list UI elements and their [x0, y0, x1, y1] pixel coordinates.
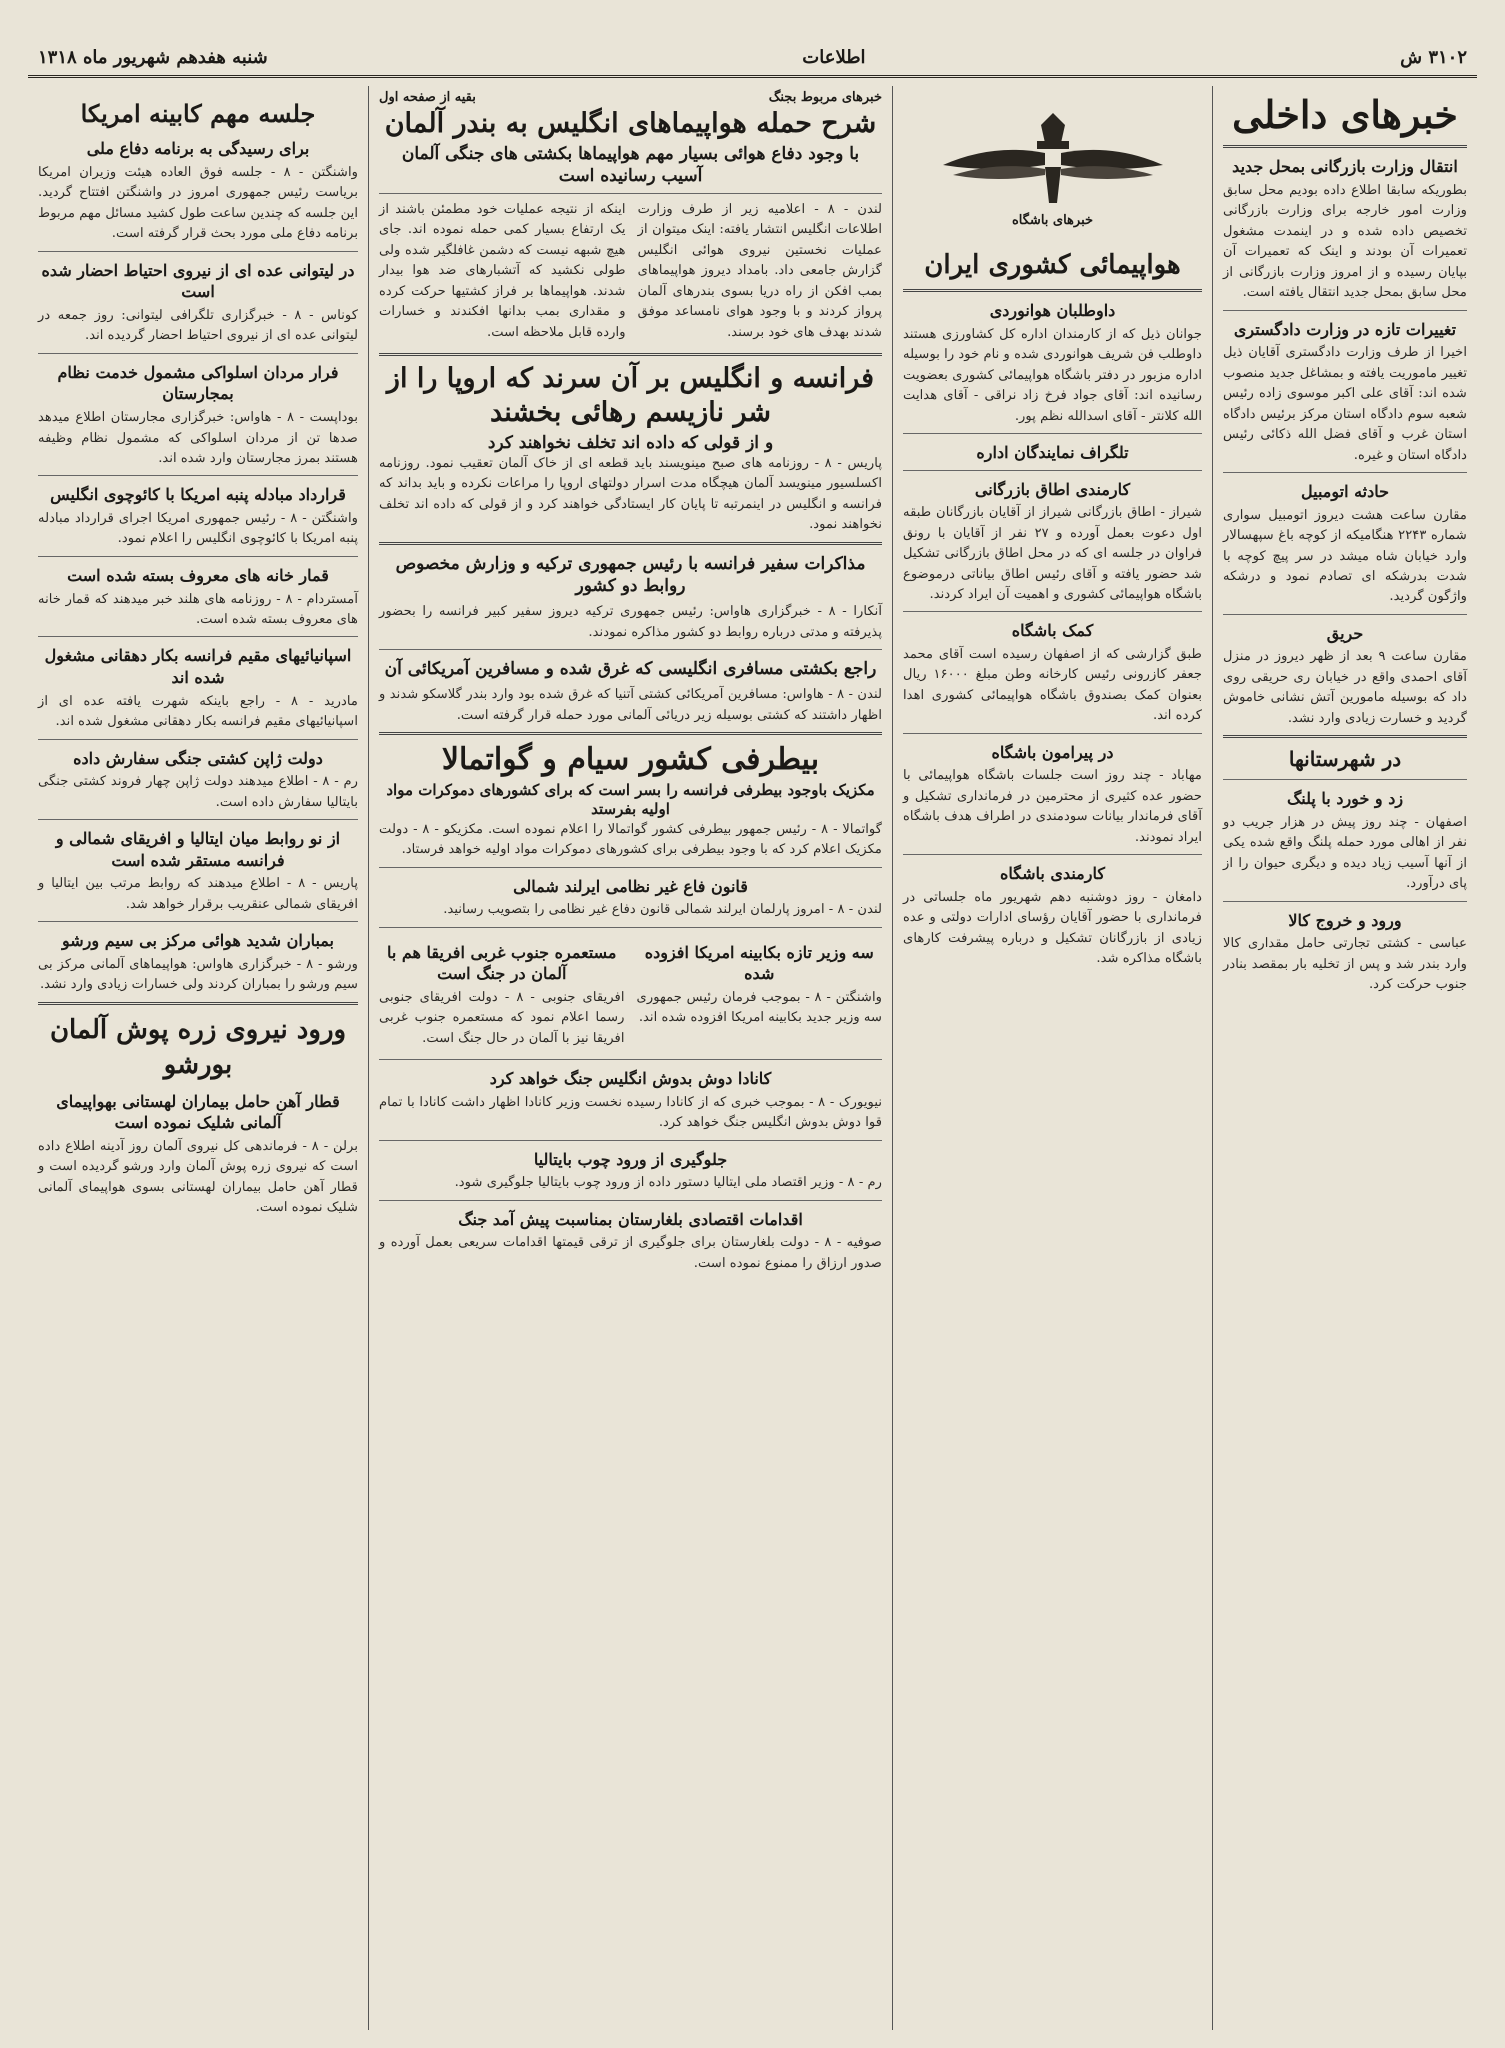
article-heading: قمار خانه های معروف بسته شده است	[67, 565, 329, 585]
article-heading: در پیرامون باشگاه	[991, 742, 1114, 762]
article-heading: داوطلبان هوانوردی	[989, 301, 1116, 321]
article-body: اخیرا از طرف وزارت دادگستری آقایان ذیل تغییر ماموریت یافته و بمشاغل جدید منصوب شده اند: آقای علی اکبر موسوی زاده رئیس شعبه سوم دادگاه استان مرکز برئیس دادگاه استان غرب و آقای فضل الله ذکائی رئیس دادگاه استان و غیره.	[1223, 345, 1467, 463]
continued-tag: بقیه از صفحه اول	[379, 90, 476, 105]
article-body: لندن - ۸ - اعلامیه زیر از طرف وزارت اطلاعات انگلیس انتشار یافته: اینک میتوان از عملیات نخستین نیروی هوائی انگلیس گزارش جامعی داد. بامداد دیروز هواپیماهای بمب افکن از راه دریا بسوی بندرهای آلمان پرواز کردند و با وجود هوای نامساعد موفق شدند بهدف های خود برسند.	[637, 201, 882, 340]
subheadline: با وجود دفاع هوائی بسیار مهم هواپیماها بکشتی های جنگی آلمان آسیب رسانیده است	[401, 143, 860, 186]
headline: فرانسه و انگلیس بر آن سرند که اروپا را از شر نازیسم رهائی بخشند	[386, 363, 875, 428]
article-heading: قرارداد مبادله پنبه امریکا با کائوچوی انگلیس	[50, 485, 346, 505]
article-subheading: برای رسیدگی به برنامه دفاع ملی	[86, 139, 310, 159]
article-heading: بمباران شدید هوائی مرکز بی سیم ورشو	[62, 931, 334, 951]
article-heading: فرار مردان اسلواکی مشمول خدمت نظام بمجارستان	[57, 362, 339, 404]
article-heading: حریق	[1326, 623, 1364, 643]
article-heading: حادثه اتومبیل	[1301, 482, 1389, 502]
article-heading: از نو روابط میان ایتالیا و افریقای شمالی و فرانسه مستقر شده است	[55, 829, 341, 870]
article-body: اصفهان - چند روز پیش در هزار جریب دو نفر از اهالی مورد حمله پلنگ واقع شده یکی از آنها آسیب زیاد دیده و دیگری حیوان را از پای درآورد.	[1223, 814, 1467, 892]
article-body: واشنگتن - ۸ - جلسه فوق العاده هیئت وزیران امریکا بریاست رئیس جمهوری امروز در واشنگتن افتتاح گردید. این جلسه که چندین ساعت طول کشید مسائل مهم مربوط برنامه دفاع ملی مورد بحث قرار گرفته است.	[38, 164, 358, 242]
article-heading: قطار آهن حامل بیماران لهستانی بهواپیمای آلمانی شلیک نموده است	[56, 1091, 340, 1133]
article-heading: دولت ژاپن کشتی جنگی سفارش داده	[73, 748, 323, 768]
issue-number: ۳۱۰۲ ش	[1400, 47, 1467, 68]
article-body: لندن - ۸ - امروز پارلمان ایرلند شمالی قانون دفاع غیر نظامی را بتصویب رسانید.	[443, 902, 882, 918]
article-body: برلن - ۸ - فرماندهی کل نیروی آلمان روز آدینه اطلاع داده است که نیروی زره پوش آلمان وارد ورشو گردیده است و قطار آهن حامل بیماران لهستانی بسوی هواپیمای آلمانی شلیک نموده است.	[38, 1139, 358, 1216]
article-body: آمستردام - ۸ - روزنامه های هلند خبر میدهند که قمار خانه های معروف بسته شده است.	[38, 591, 358, 627]
column-aviation	[892, 86, 1212, 2030]
column-title: خبرهای داخلی	[1232, 92, 1458, 137]
article-body: بوداپست - ۸ - هاواس: خبرگزاری مجارستان اطلاع میدهد صدها تن از مردان اسلواکی که مشمول نظام وظیفه هستند بمرز مجارستان وارد شده اند.	[38, 410, 358, 466]
article-body: رم - ۸ - اطلاع میدهند دولت ژاپن چهار فروند کشتی جنگی بایتالیا سفارش داده است.	[38, 774, 358, 810]
article-body: مقارن ساعت هشت دیروز اتومبیل سواری شماره ۲۲۴۳ هنگامیکه از کوچه باغ سپهسالار وارد خیابان شاه میشد در سر پیچ کوچه با شدت بدرشکه ای تصادم نمود و درشکه واژگون گردید.	[1223, 507, 1467, 605]
subheadline: و از قولی که داده اند تخلف نخواهند کرد	[487, 432, 774, 453]
article-body: آنکارا - ۸ - خبرگزاری هاواس: رئیس جمهوری ترکیه دیروز سفیر کبیر فرانسه را بحضور پذیرفته و مدتی درباره روابط دو کشور مذاکره نمودند.	[379, 604, 882, 640]
article-heading: ورود و خروج کالا	[1288, 910, 1402, 930]
emblem	[903, 90, 1202, 240]
subheadline: مکزیک باوجود بیطرفی فرانسه را بسر است که برای کشورهای دموکرات مواد اولیه بفرستد	[386, 780, 875, 819]
column-foreign-news	[28, 86, 368, 2030]
newspaper-name: اطلاعات	[802, 47, 866, 68]
column-domestic-news	[1212, 86, 1477, 2030]
section-tag: خبرهای مربوط بجنگ	[768, 90, 882, 105]
article-body: نیویورک - ۸ - بموجب خبری که از کانادا رسیده نخست وزیر کانادا اظهار داشت کانادا با تمام قوا دوش بدوش انگلیس جنگ خواهد کرد.	[379, 1094, 882, 1131]
article-heading: کارمندی اطاق بازرگانی	[974, 479, 1131, 499]
article-heading: جلوگیری از ورود چوب بایتالیا	[533, 1149, 728, 1169]
article-heading: مذاکرات سفیر فرانسه با رئیس جمهوری ترکیه و وزارش مخصوص روابط دو کشور	[395, 553, 866, 597]
article-heading: کانادا دوش بدوش انگلیس جنگ خواهد کرد	[489, 1069, 772, 1089]
article-heading: زد و خورد با پلنگ	[1286, 789, 1404, 809]
article-heading: سه وزیر تازه بکابینه امریکا افزوده شده	[644, 942, 874, 984]
article-heading: تغییرات تازه در وزارت دادگستری	[1233, 319, 1457, 339]
article-body: مادرید - ۸ - راجع باینکه شهرت یافته عده ای از اسپانیائیهای مقیم فرانسه بکار دهقانی مشغول شده اند.	[38, 693, 358, 730]
headline: ورود نیروی زره پوش آلمان بورشو	[49, 1014, 347, 1080]
emblem-caption: خبرهای باشگاه	[1011, 212, 1094, 228]
section-heading: در شهرستانها	[1288, 747, 1402, 772]
article-body: صوفیه - ۸ - دولت بلغارستان برای جلوگیری از ترقی قیمتها اقدامات سریعی بعمل آورده و صدور ارزاق را ممنوع نموده است.	[379, 1235, 882, 1271]
article-heading: در لیتوانی عده ای از نیروی احتیاط احضار شده است	[41, 260, 355, 302]
article-heading: قانون فاع غیر نظامی ایرلند شمالی	[513, 876, 748, 896]
article-body: کوناس - ۸ - خبرگزاری تلگرافی لیتوانی: روز جمعه در لیتوانی عده ای از نیروی احتیاط احضار گردیده اند.	[38, 307, 358, 344]
article-heading: اسپانیائیهای مقیم فرانسه بکار دهقانی مشغول شده اند	[44, 646, 352, 688]
article-heading: جلسه مهم کابینه امریکا	[80, 99, 316, 128]
headline: شرح حمله هواپیماهای انگلیس به بندر آلمان	[384, 108, 877, 139]
article-body: دامغان - روز دوشنبه دهم شهریور ماه جلساتی در فرمانداری با حضور آقایان رؤسای ادارات دولتی و عده زیادی از بازرگانان تشکیل و درباره پیشرفت کارهای باشگاه مذاکره شد.	[903, 889, 1202, 967]
article-body: مقارن ساعت ۹ بعد از ظهر دیروز در منزل آقای احمدی واقع در خیابان ری حریقی روی داد که بوسیله مامورین آتش نشانی خاموش گردید و خسارت زیادی وارد نشد.	[1223, 649, 1468, 726]
masthead	[28, 40, 1477, 78]
article-body: گواتمالا - ۸ - رئیس جمهور بیطرفی کشور گواتمالا را اعلام نموده است. مکزیکو - ۸ - دولت مکزیک اعلام کرد که با وجود بیطرفی برای کشورهای دموکرات مواد اولیه خواهد فرستاد.	[379, 821, 882, 858]
article-body: ورشو - ۸ - خبرگزاری هاواس: هواپیماهای آلمانی مرکز بی سیم ورشو را بمباران کردند ولی خسارات زیادی وارد نشد.	[38, 956, 358, 993]
faravahar-emblem-icon	[933, 103, 1173, 213]
article-heading: راجع بکشتی مسافری انگلیسی که غرق شده و مسافرین آمریکائی آن	[384, 659, 877, 680]
article-body: پاریس - ۸ - روزنامه های صبح مینویسند باید قطعه ای از خاک آلمان تعقیب نمود. روزنامه اکسلسیور مینویسد آلمان هیچگاه مدت اسرار دولتهای اروپا را مراعات نکرده و باید بداند که فرانسه و انگلیس در اینمرتبه تا پایان کار ایستادگی خواهند کرد و از قولی که داده اند تخلف نخواهند نمود.	[379, 455, 882, 533]
article-body: طبق گزارشی که از اصفهان رسیده است آقای محمد جعفر کازرونی رئیس کارخانه وطن مبلغ ۱۶۰۰۰ ریال بعنوان کمک بصندوق باشگاه هواپیمائی کشوری اهدا کرده اند.	[903, 647, 1202, 724]
article-body: پاریس - ۸ - اطلاع میدهند که روابط مرتب بین ایتالیا و افریقای شمالی عنقریب برقرار خواهد شد.	[38, 876, 358, 912]
article-heading: انتقال وزارت بازرگانی بمحل جدید	[1232, 157, 1458, 177]
column-title: هواپیمائی کشوری ایران	[924, 250, 1181, 280]
article-body: شیراز - اطاق بازرگانی شیراز از آقایان بازرگانان طبقه اول دعوت بعمل آورده و ۲۷ نفر از آقایان با رونق فراوان در جلسه ای که در محل اطاق بازرگانی تشکیل شد حضور یافته و آقای رئیس اطاق بیاناتی درموضوع باشگاه هواپیمائی کشوری و اهمیت آن ایراد کردند.	[903, 505, 1202, 602]
article-heading: تلگراف نمایندگان اداره	[976, 442, 1129, 462]
headline: بیطرفی کشور سیام و گواتمالا	[441, 742, 820, 778]
article-heading: کارمندی باشگاه	[1000, 864, 1105, 884]
article-body: عباسی - کشتی تجارتی حامل مقداری کالا وارد بندر شد و پس از تخلیه بار بمقصد بنادر جنوب حرکت کرد.	[1223, 936, 1467, 993]
column-war-news	[368, 86, 892, 2030]
article-body: مهاباد - چند روز است جلسات باشگاه هواپیمائی با حضور عده کثیری از محترمین در فرمانداری تشکیل و آقای فرماندار بیانات سودمندی در اطراف هدف باشگاه ایراد نمودند.	[903, 768, 1202, 845]
article-body: اینکه از نتیجه عملیات خود مطمئن باشند از یک ارتفاع بسیار کمی حمله نموده اند. جای هیچ شبهه نیست که دشمن غافلگیر شده ولی طولی نکشید که آتشبارهای ضد هوا بیدار شدند. هواپیماها بر فراز کشتیها حرکت کرده و مقداری بمب بدانها افکندند و خسارات وارده قابل ملاحظه است.	[379, 201, 626, 340]
issue-date: شنبه هفدهم شهریور ماه ۱۳۱۸	[38, 47, 268, 68]
article-heading: مستعمره جنوب غربی افریقا هم با آلمان در جنگ است	[387, 942, 617, 984]
article-body: افریقای جنوبی - ۸ - دولت افریقای جنوبی رسما اعلام نمود که مستعمره جنوب غربی افریقا نیز با آلمان در حال جنگ است.	[379, 989, 625, 1046]
article-body: واشنگتن - ۸ - رئیس جمهوری امریکا اجرای قرارداد مبادله پنبه امریکا با کائوچوی انگلیس را اعلام نمود.	[38, 511, 358, 547]
article-body: واشنگتن - ۸ - بموجب فرمان رئیس جمهوری سه وزیر جدید بکابینه امریکا افزوده شده اند.	[636, 989, 882, 1026]
article-body: لندن - ۸ - هاواس: مسافرین آمریکائی کشتی آتنیا که غرق شده بود وارد بندر گلاسکو شدند و اظهار داشتند که کشتی بوسیله زیر دریائی آلمانی مورد حمله قرار گرفته است.	[379, 687, 882, 723]
article-body: رم - ۸ - وزیر اقتصاد ملی ایتالیا دستور داده از ورود چوب بایتالیا جلوگیری شود.	[454, 1175, 882, 1191]
article-heading: کمک باشگاه	[1011, 621, 1094, 641]
article-body: بطوریکه سابقا اطلاع داده بودیم محل سابق وزارت امور خارجه برای وزارت بازرگانی تخصیص داده شده و در اینمدت مشغول تعمیرات آن بودند و اینک که تعمیرات آن بپایان رسیده و از امروز وزارت بازرگانی از محل سابق بمحل جدید انتقال یافته است.	[1223, 182, 1467, 301]
article-body: جوانان ذیل که از کارمندان اداره کل کشاورزی هستند داوطلب فن شریف هوانوردی شده و نام خود را بوسیله اداره مزبور در دفتر باشگاه هواپیمائی کشوری بعضویت رسانیده اند: آقای جواد فرخ زاد نراقی - آقای هدایت الله کلانتر - آقای اسدالله نظم پور.	[903, 326, 1202, 424]
newspaper-page	[28, 40, 1477, 2030]
article-heading: اقدامات اقتصادی بلغارستان بمناسبت پیش آمد جنگ	[458, 1209, 803, 1229]
